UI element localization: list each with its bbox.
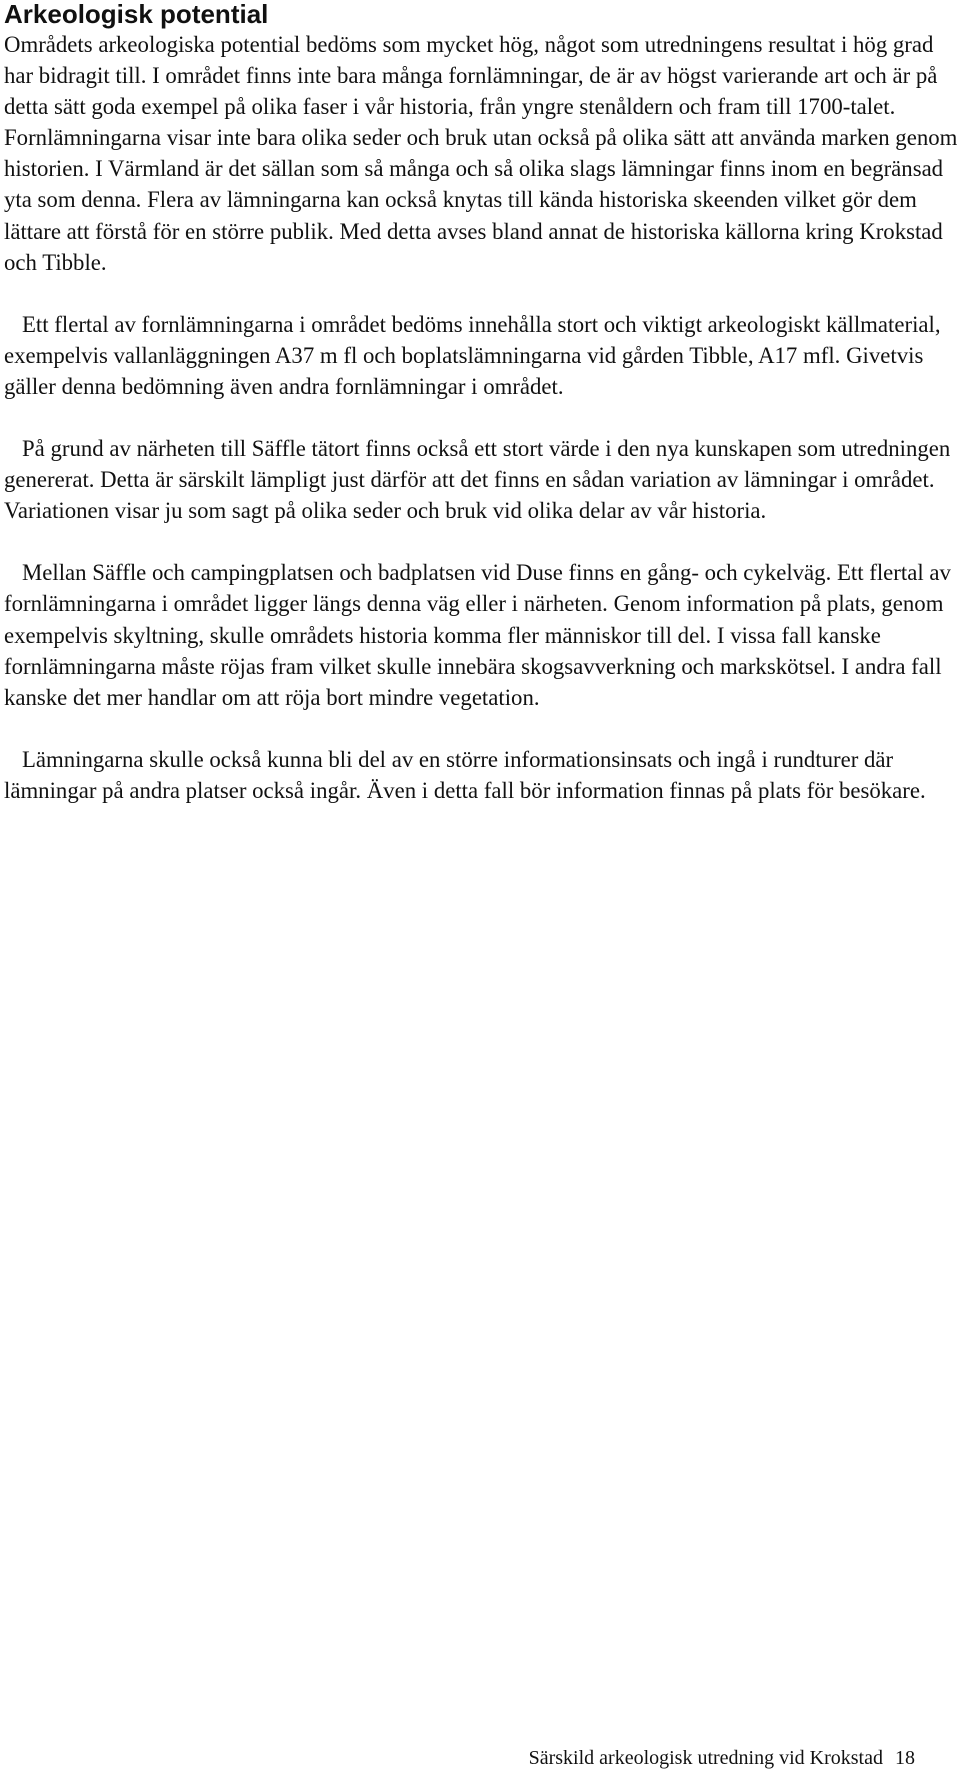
paragraph-potential: Områdets arkeologiska potential bedöms som mycket hög, något som utredningens resultat i hög grad har bidragit till. I området finns inte bara många fornlämningar, de är av högst varierande art och är på detta sätt goda exempel på olika faser i vår historia, från yngre stenåldern och fram till 1700-talet. Fornlämningarna visar inte bara olika seder och bruk utan också på olika sätt att använda marken genom historien. I Värmland är det sällan som så många och så olika slags lämningar finns inom en begränsad yta som denna. Flera av lämningarna kan också knytas till kända historiska skeenden vilket gör dem lättare att förstå för en större publik. Med detta avses bland annat de historiska källorna kring Krokstad och Tibble. <box>4 32 958 275</box>
page-number: 18 <box>895 1747 915 1769</box>
paragraph-information: Lämningarna skulle också kunna bli del av en större informationsinsats och ingå i rundturer där lämningar på andra platser också ingår. Även i detta fall bör information finnas på plats för besökare. <box>4 746 926 803</box>
paragraph-source-material: Ett flertal av fornlämningarna i området bedöms innehålla stort och viktigt arkeologiskt källmaterial, exempelvis vallanläggningen A37 m fl och boplatslämningarna vid gården Tibble, A17 mfl. Givetvis gäller denna bedömning även andra fornlämningar i området. <box>4 311 941 399</box>
page-footer <box>529 1747 915 1769</box>
paragraph-proximity: På grund av närheten till Säffle tätort finns också ett stort värde i den nya kunskapen som utredningen genererat. Detta är särskilt lämpligt just därför att det finns en sådan variation av lämningar i området. Variationen visar ju som sagt på olika seder och bruk vid olika delar av vår historia. <box>4 436 951 524</box>
footer-title: Särskild arkeologisk utredning vid Krokstad <box>528 1747 883 1769</box>
section-heading: Arkeologisk potential <box>4 0 269 29</box>
paragraph-cycle-path: Mellan Säffle och campingplatsen och badplatsen vid Duse finns en gång- och cykelväg. Ett flertal av fornlämningarna i området ligger längs denna väg eller i närheten. Genom information på plats, genom exempelvis skyltning, skulle områdets historia komma fler människor till del. I vissa fall kanske fornlämningarna måste röjas fram vilket skulle innebära skogsavverkning och markskötsel. I andra fall kanske det mer handlar om att röja bort mindre vegetation. <box>4 560 951 710</box>
